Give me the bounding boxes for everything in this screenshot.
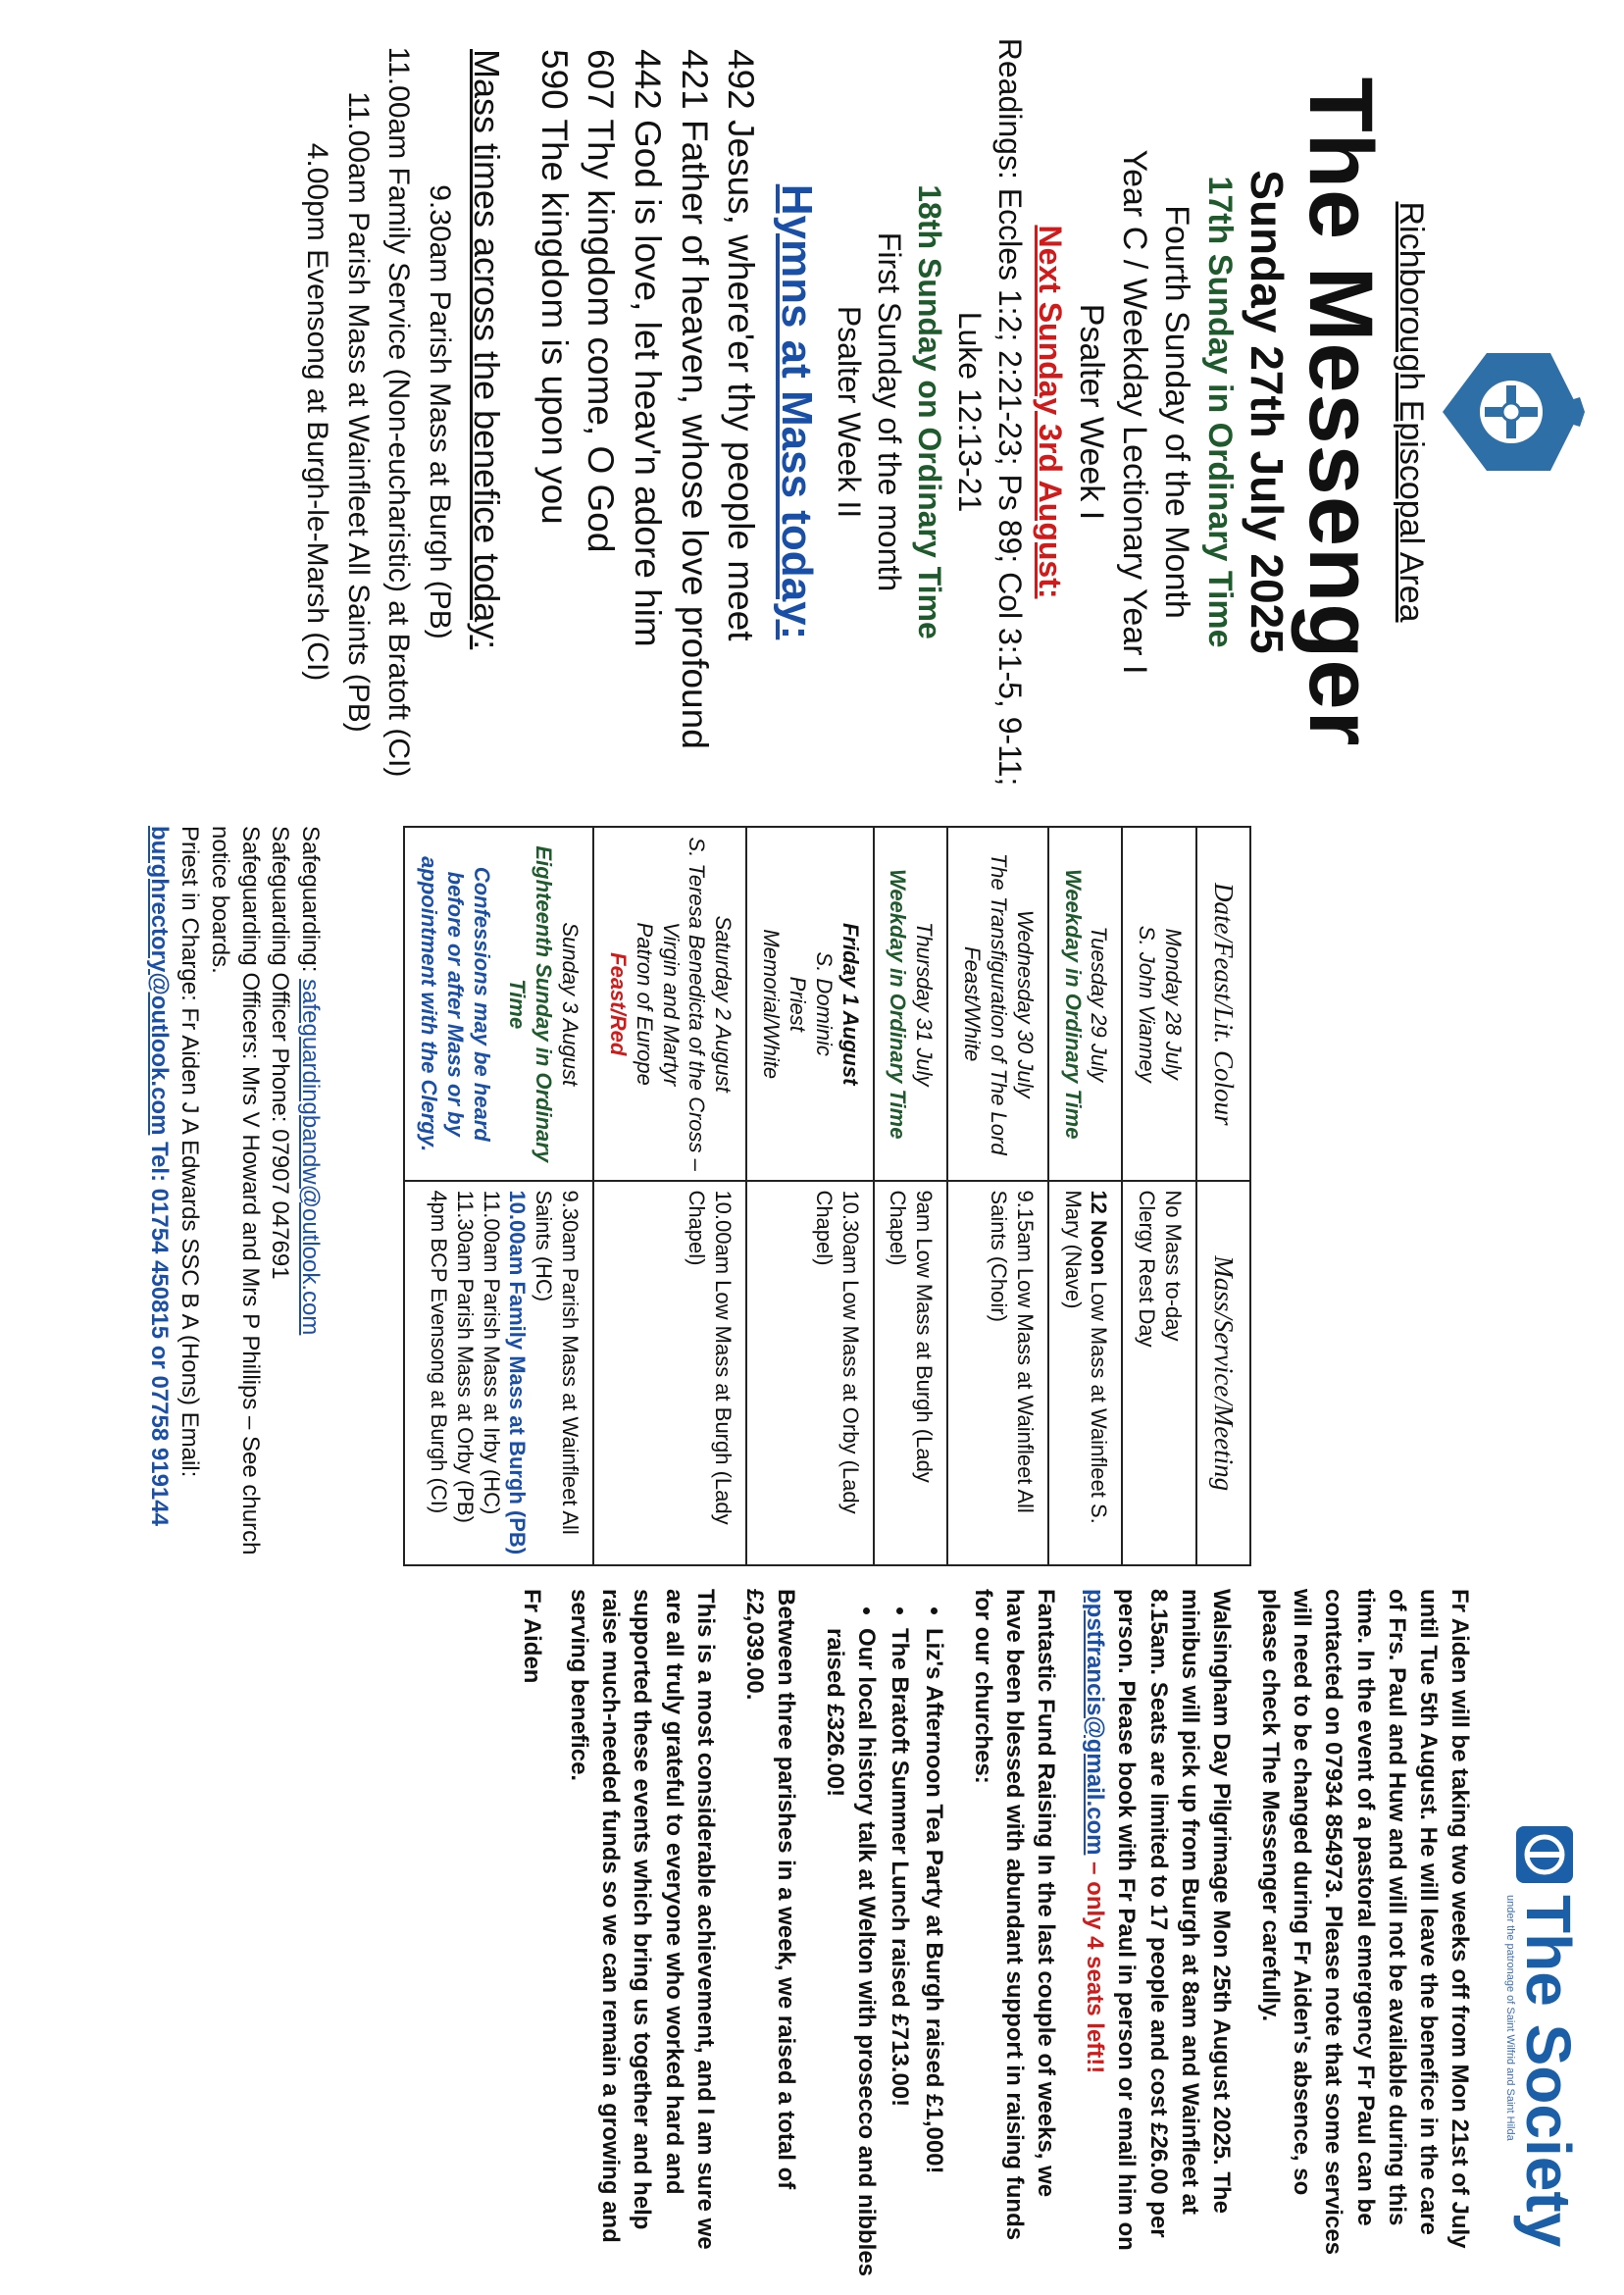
- column-header-date: Date/Feast/Lit. Colour: [1196, 827, 1250, 1181]
- row-feast: S. John Vianney: [1135, 925, 1160, 1083]
- row-date: Saturday 2 August: [711, 915, 736, 1093]
- list-item: • The Bratoft Summer Lunch raised £713.00!: [884, 1628, 915, 2295]
- row-service: No Mass to-day Clergy Rest Day: [1122, 1181, 1196, 1565]
- hymn-item: 590 The kingdom is upon you: [533, 49, 575, 525]
- messenger-title: The Messenger: [1291, 76, 1391, 747]
- safeguarding-label: Safeguarding:: [297, 826, 324, 980]
- mass-time-item: 9.30am Parish Mass at Burgh (PB): [423, 184, 456, 639]
- society-name: The Society: [1513, 1895, 1584, 2248]
- society-shield-icon: [1514, 1824, 1575, 1885]
- hymn-item: 492 Jesus, where'er thy people meet: [721, 49, 762, 641]
- mass-time-item: 4.00pm Evensong at Burgh-le-Marsh (CI): [301, 142, 334, 682]
- next-month-sunday: First Sunday of the month: [872, 231, 908, 592]
- mass-time-item: 11.00am Parish Mass at Wainfleet All Saints (PB): [341, 91, 375, 733]
- row-service: 9.30am Parish Mass at Wainfleet All Saints (HC): [532, 1190, 584, 1535]
- walsingham-email-link[interactable]: ppstfrancis@gmail.com: [1082, 1589, 1109, 1856]
- mass-time-item: 11.00am Family Service (Non-eucharistic) at Bratoft (CI): [382, 46, 416, 778]
- readings: Readings: Eccles 1:2; 2:21-23; Ps 89; Col 3:1-5, 9-11; Luke 12:13-21: [952, 37, 1028, 787]
- mass-times-heading: Mass times across the benefice today:: [466, 49, 507, 650]
- priest-phone: Tel: 01754 450815 or 07758 919144: [146, 1135, 174, 1526]
- list-item: • Liz's Afternoon Tea Party at Burgh raised £1,000!: [918, 1628, 949, 2295]
- row-feast: S. Teresa Benedicta of the Cross – Virgin and Martyr: [658, 837, 710, 1171]
- sunday-name: 17th Sunday in Ordinary Time: [1201, 176, 1239, 648]
- notice-fund-raising: Fantastic Fund Raising In the last couple of weeks, we have been blessed with abundant support in raising funds for our churches:: [969, 1589, 1060, 2241]
- table-row: [746, 827, 873, 1565]
- confessions-note: Confessions may be heard before or after Mass or by appointment with the Clergy.: [417, 856, 494, 1152]
- table-row: [1122, 827, 1196, 1565]
- table-row: [593, 827, 746, 1565]
- row-service: 10.00am Low Mass at Burgh (Lady Chapel): [593, 1181, 746, 1565]
- row-date: Sunday 3 August: [558, 922, 584, 1087]
- society-subtitle: under the patronage of Saint Wilfrid and Saint Hilda: [1504, 1895, 1516, 2141]
- next-sunday-name: 18th Sunday on Ordinary Time: [912, 184, 948, 639]
- hymn-item: 607 Thy kingdom come, O God: [581, 49, 622, 553]
- seats-left-note: – only 4 seats left!!: [1082, 1855, 1109, 2074]
- hymns-heading: Hymns at Mass today:: [773, 183, 822, 640]
- episcopal-crest-logo: [1438, 29, 1585, 794]
- row-role: Priest: [785, 976, 810, 1032]
- row-service: Low Mass at Wainfleet S. Mary (Nave): [1060, 1190, 1112, 1524]
- column-header-service: Mass/Service/Meeting: [1196, 1181, 1250, 1565]
- safeguarding-phone: Safeguarding Officer Phone: 07907 047691: [267, 826, 294, 1280]
- issue-date: Sunday 27th July 2025: [1242, 170, 1293, 654]
- contact-info: [144, 826, 325, 1556]
- row-service: 11.30am Parish Mass at Orby (PB): [452, 1190, 478, 1523]
- priest-in-charge: Priest in Charge: Fr Aiden J A Edwards SSC B A (Hons) Email:: [177, 826, 204, 1478]
- row-date: Monday 28 July: [1161, 928, 1187, 1080]
- messenger-panel: [0, 29, 1624, 794]
- table-row: [874, 827, 948, 1565]
- next-sunday-heading: Next Sunday 3rd August:: [1032, 225, 1068, 599]
- fundraising-list: [819, 1589, 949, 2295]
- row-service: 10.30am Low Mass at Orby (Lady Chapel): [746, 1181, 873, 1565]
- row-service: 4pm BCP Evensong at Burgh (CI): [427, 1190, 452, 1514]
- safeguarding-officers: Safeguarding Officers: Mrs V Howard and Mrs P Phillips – See church notice boards.: [206, 826, 264, 1556]
- row-date: Thursday 31 July: [912, 921, 938, 1087]
- month-sunday: Fourth Sunday of the Month: [1158, 205, 1196, 619]
- row-service: 9.15am Low Mass at Wainfleet All Saints (Choir): [947, 1181, 1047, 1565]
- row-date: Wednesday 30 July: [1012, 909, 1038, 1098]
- services-panel: [0, 804, 1624, 1556]
- table-row: [947, 827, 1047, 1565]
- episcopal-area: Richborough Episcopal Area: [1393, 201, 1430, 623]
- table-row: [404, 827, 593, 1565]
- notice-walsingham: Walsingham Day Pilgrimage Mon 25th August 2025. The minibus will pick up from Burgh at 8am and Wainfleet at 8.15am. Seats are limited to 17 people and cost £26.00 per person. Please book with Fr Paul in person or email him on: [1113, 1589, 1235, 2251]
- next-psalter: Psalter Week II: [832, 305, 868, 519]
- table-row: Tuesday 29 July Weekday in Ordinary Time 12 Noon Low Mass at Wainfleet S. Mary (Nave): [1048, 827, 1123, 1565]
- row-feast: Weekday in Ordinary Time: [1060, 868, 1086, 1140]
- row-feast: Eighteenth Sunday in Ordinary Time: [505, 845, 557, 1163]
- list-item: • Our local history talk at Welton with prosecco and nibbles raised £326.00!: [819, 1628, 882, 2295]
- lectionary: Year C / Weekday Lectionary Year I: [1115, 149, 1153, 675]
- psalter: Psalter Week I: [1073, 303, 1111, 521]
- row-feast: The Transfiguration of The Lord: [986, 852, 1011, 1155]
- society-logo: [1504, 1824, 1585, 2275]
- signature: Fr Aiden: [518, 1589, 545, 1684]
- row-colour: Feast/White: [960, 946, 986, 1062]
- row-role: Patron of Europe: [632, 922, 657, 1086]
- row-date: Friday 1 August: [837, 923, 863, 1086]
- row-feast: Weekday in Ordinary Time: [886, 868, 911, 1140]
- hymn-item: 442 God is love, let heav'n adore him: [627, 49, 668, 647]
- row-feast: S. Dominic: [811, 951, 837, 1056]
- society-panel: [0, 1569, 1624, 2275]
- hymn-item: 421 Father of heaven, whose love profound: [674, 49, 715, 749]
- row-colour: Memorial/White: [759, 929, 785, 1080]
- row-colour: Feast/Red: [605, 952, 631, 1056]
- row-service: 9am Low Mass at Burgh (Lady Chapel): [874, 1181, 948, 1565]
- row-date: Tuesday 29 July: [1087, 926, 1112, 1082]
- priest-email-link[interactable]: burghrectory@outlook.com: [146, 826, 174, 1136]
- services-table: [403, 826, 1251, 1566]
- row-service: 11.00am Parish Mass at Irby (HC): [479, 1190, 504, 1515]
- safeguarding-email-link[interactable]: safeguardingbandw@outlook.com: [297, 979, 324, 1336]
- fundraising-total: Between three parishes in a week, we raised a total of £2,039.00.: [740, 1589, 800, 2190]
- notice-fr-aiden-leave: Fr Aiden will be taking two weeks off from Mon 21st of July until Tue 5th August. He will leave the benefice in the care of Frs. Paul and Huw and will not be available during this time. In the event of a pastoral emergency Fr Paul can be contacted on 07934 854973. Please note that some services will need to be changed during Fr Aiden's absence, so please check The Messenger carefully.: [1257, 1589, 1473, 2256]
- table-header-row: [1196, 827, 1250, 1565]
- row-service: 10.00am Family Mass at Burgh (PB): [505, 1190, 531, 1556]
- thanks-paragraph: This is a most considerable achievement, and I am sure we are all truly grateful to everyone who worked hard and supported these events which bring us together and help raise much-needed funds so we can remain a growing and serving benefice.: [566, 1589, 719, 2250]
